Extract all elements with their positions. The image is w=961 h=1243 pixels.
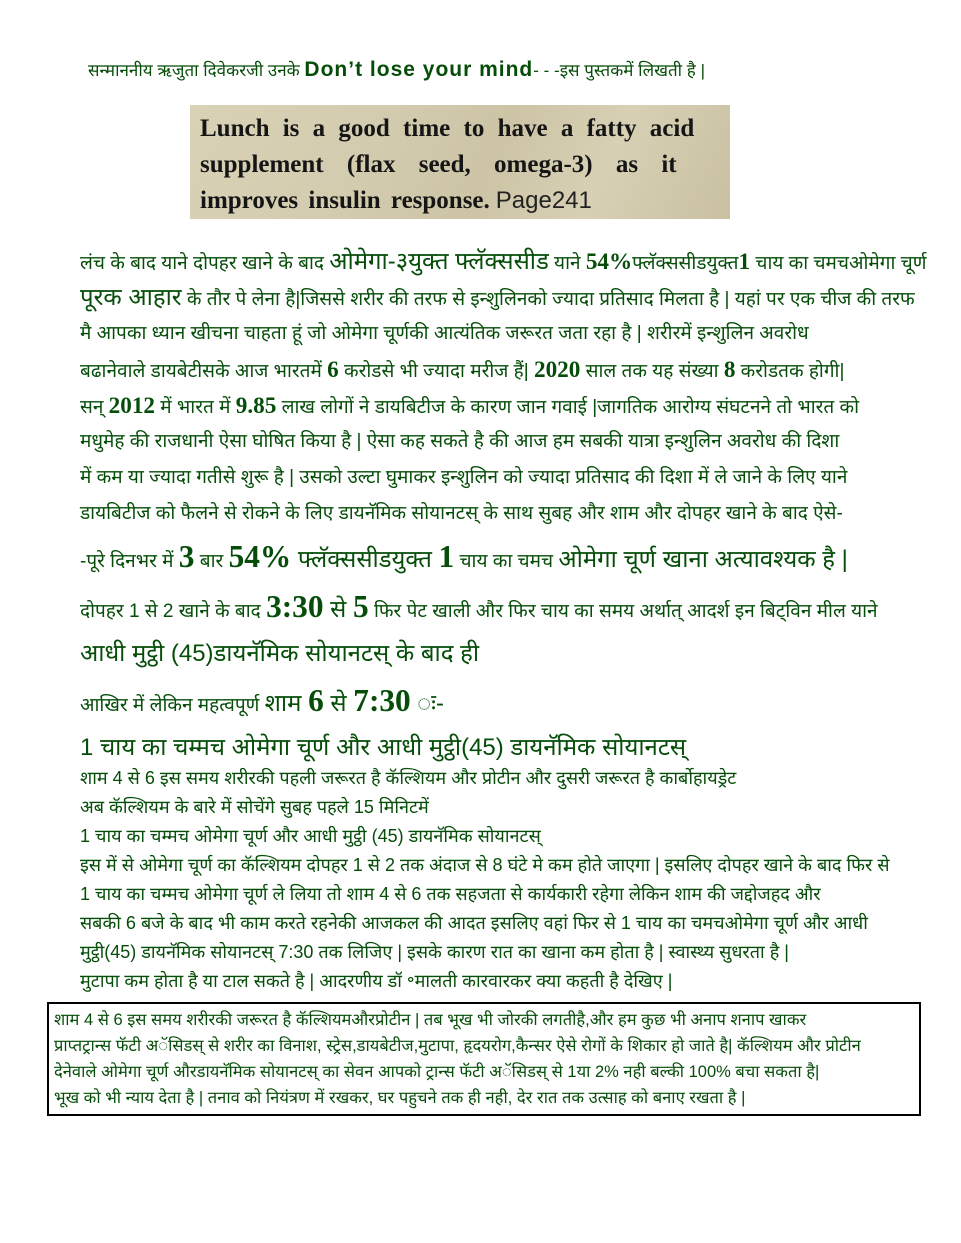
text-segment: याने (548, 253, 586, 274)
text-segment: बार (194, 551, 229, 572)
text-line (80, 244, 940, 280)
text-segment: 3 (178, 539, 195, 574)
box-line: देनेवाले ओमेगा चूर्ण औरडायनॅमिक सोयानटस् का सेवन आपको ट्रान्स फॅटी अॅसिडस् से 1या 2% नही बल्की 100% बचा सकता है| (54, 1063, 820, 1081)
text-segment: से (323, 690, 354, 717)
text-segment: ः- (410, 690, 444, 717)
text-line (80, 388, 940, 424)
emphasis-line (80, 532, 940, 582)
text-segment: मधुमेह की राजधानी ऐसा घोषित किया है | ऐसा कह सकते है की आज हम सबकी यात्रा इन्शुलिन अवरोध की दिशा (80, 431, 840, 452)
text-segment: साल तक यह संख्या (580, 361, 724, 382)
text-segment: -पूरे दिनभर में (80, 551, 179, 572)
text-segment: 1 चाय का चम्मच ओमेगा चूर्ण और आधी मुट्ठी(45) डायनॅमिक सोयानटस् (80, 734, 687, 761)
text-segment: सन्माननीय ऋजुता दिवेकरजी उनके (88, 61, 305, 80)
text-segment: 54% (228, 539, 292, 574)
text-segment: 8 (723, 357, 736, 383)
text-segment: फ्लॅक्ससीडयुक्त (632, 253, 739, 274)
text-segment: 2020 (533, 357, 581, 383)
text-segment: चाय का चमचओमेगा चूर्ण (750, 253, 927, 274)
text-segment: मै आपका ध्यान खीचना चाहता हूं जो ओमेगा चूर्णकी आत्यंतिक जरूरत जता रहा है | शरीरमें इन्शुलिन अवरोध (80, 323, 809, 344)
detail-line: 1 चाय का चम्मच ओमेगा चूर्ण ले लिया तो शाम 4 से 6 तक सहजता से कार्यकारी रहेगा लेकिन शाम की जद्दोजहद और (80, 884, 821, 904)
scan-text-line: Lunch is a good time to have a fatty acid (200, 115, 695, 142)
text-segment: ओमेगा-३युक्त फ्लॅक्ससीड (329, 248, 549, 275)
detail-line: अब कॅल्शियम के बारे में सोचेंगे सुबह पहले 15 मिनिटमें (80, 797, 429, 817)
text-segment: फिर पेट खाली और फिर चाय का समय अर्थात् आदर्श इन बिट्विन मील याने (368, 601, 878, 622)
text-line (80, 316, 940, 352)
text-line (80, 632, 940, 676)
text-segment: सन् (80, 397, 109, 418)
scan-text-line (200, 183, 722, 219)
text-line (80, 460, 940, 496)
text-segment: 3:30 (266, 589, 324, 624)
text-segment: शाम (264, 690, 309, 717)
text-segment: लंच के बाद याने दोपहर खाने के बाद (80, 253, 330, 274)
text-segment: 2012 (108, 393, 156, 419)
schedule-line (80, 582, 940, 632)
main-text-block (80, 244, 940, 770)
text-segment: 1 (438, 539, 455, 574)
text-segment: में भारत में (155, 397, 236, 418)
highlight-box (47, 1002, 921, 1116)
text-line (80, 496, 940, 532)
text-segment: डायबिटीज को फैलने से रोकने के लिए डायनॅमिक सोयानटस् के साथ सुबह और शाम और दोपहर खाने के बाद ऐसे- (80, 503, 843, 524)
text-segment: आधी मुट्ठी (45)डायनॅमिक सोयानटस् के बाद ही (80, 640, 480, 667)
text-segment: 5 (353, 589, 369, 624)
schedule-line (80, 676, 940, 726)
text-line (80, 280, 940, 316)
page-number: Page241 (495, 187, 592, 214)
text-segment: ओमेगा चूर्ण खाना अत्यावश्यक है | (558, 546, 848, 573)
text-segment: से (323, 596, 354, 623)
text-segment: में कम या ज्यादा गतीसे शुरू है | उसको उल्टा घुमाकर इन्शुलिन को ज्यादा प्रतिसाद की दिशा में ले जाने के लिए याने (80, 467, 848, 488)
detail-line: मुटापा कम होता है या टाल सकते है | आदरणीय डॉ ॰मालती कारवारकर क्या कहती है देखिए | (80, 971, 673, 991)
box-line: प्राप्तट्रान्स फॅटी अॅसिडस् से शरीर का विनाश, स्ट्रेस,डायबेटीज,मुटापा, हृदयरोग,कैन्सर ऐसे रोगों के शिकार हो जाते है| कॅल्शियम और प्रोटीन (54, 1037, 861, 1055)
text-segment: दोपहर 1 से 2 खाने के बाद (80, 601, 267, 622)
text-line (80, 352, 940, 388)
text-segment: के तौर पे लेना है|जिससे शरीर की तरफ से इन्शुलिनको ज्यादा प्रतिसाद मिलता है | यहां पर एक चीज की तरफ (181, 289, 915, 310)
text-segment: बढानेवाले डायबेटीसके आज भारतमें (80, 361, 328, 382)
text-segment: लाख लोगों ने डायबिटीज के कारण जान गवाई |जागतिक आरोग्य संघटनने तो भारत को (276, 397, 860, 418)
text-segment: पूरक आहार (80, 284, 182, 311)
text-segment: फ्लॅक्ससीडयुक्त (291, 546, 439, 573)
text-segment: - - -इस पुस्तकमें लिखती है | (533, 61, 705, 80)
text-segment: 54% (585, 249, 633, 275)
text-segment: 1 (738, 249, 751, 275)
detail-line: शाम 4 से 6 इस समय शरीरकी पहली जरूरत है कॅल्शियम और प्रोटीन और दुसरी जरूरत है कार्बोहायड्रेट (80, 768, 737, 788)
box-line: शाम 4 से 6 इस समय शरीरकी जरूरत है कॅल्शियमऔरप्रोटीन | तब भूख भी जोरकी लगतीहै,और हम कुछ भी अनाप शनाप खाकर (54, 1011, 807, 1029)
book-excerpt-image (190, 105, 730, 219)
text-segment: 7:30 (353, 683, 411, 718)
text-line (80, 424, 940, 460)
text-segment: चाय का चमच (454, 551, 559, 572)
detail-line: सबकी 6 बजे के बाद भी काम करते रहनेकी आजकल की आदत इसलिए वहां फिर से 1 चाय का चमचओमेगा चूर्ण और आधी (80, 913, 868, 933)
details-text-block (80, 764, 950, 996)
scan-text-line: supplement (flax seed, omega-3) as it (200, 151, 677, 178)
text-segment: करोडतक होगी| (735, 361, 845, 382)
text-segment: 6 (308, 683, 324, 718)
text-segment: आखिर में लेकिन महत्वपूर्ण (80, 695, 265, 716)
detail-line: इस में से ओमेगा चूर्ण का कॅल्शियम दोपहर 1 से 2 तक अंदाज से 8 घंटे मे कम होते जाएगा | इसलिए दोपहर खाने के बाद फिर से (80, 855, 890, 875)
title-line (88, 58, 705, 82)
detail-line: मुट्ठी(45) डायनॅमिक सोयानटस् 7:30 तक लिजिए | इसके कारण रात का खाना कम होता है | स्वास्थ्य सुधरता है | (80, 942, 789, 962)
text-segment: करोडसे भी ज्यादा मरीज हैं| (338, 361, 534, 382)
detail-line: 1 चाय का चम्मच ओमेगा चूर्ण और आधी मुट्ठी (45) डायनॅमिक सोयानटस् (80, 826, 541, 846)
text-segment: 6 (327, 357, 339, 383)
scan-text-fragment: improves insulin response. (200, 187, 490, 214)
text-segment: 9.85 (235, 393, 277, 419)
text-segment: Don’t lose your mind (304, 58, 534, 81)
box-line: भूख को भी न्याय देता है | तनाव को नियंत्रण में रखकर, घर पहुचने तक ही नही, देर रात तक उत्साह को बनाए रखता है | (54, 1089, 746, 1107)
